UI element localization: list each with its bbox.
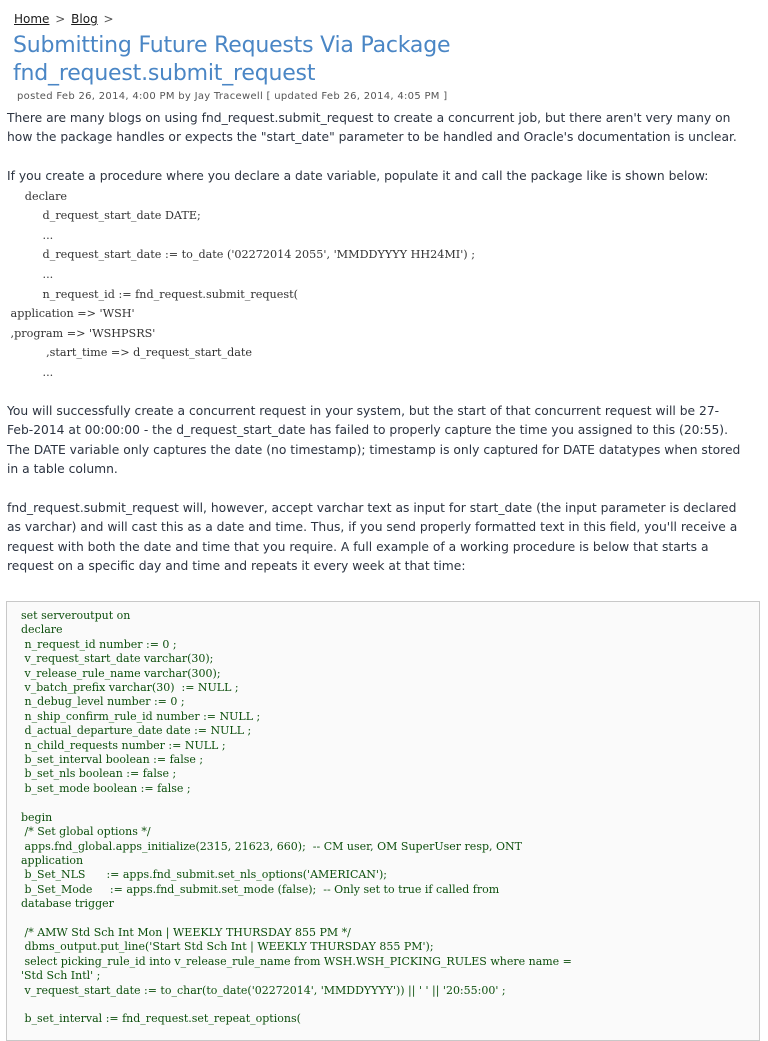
breadcrumb-home-link[interactable]: Home: [14, 12, 50, 26]
varchar-paragraph-line-4: request on a specific day and time and repeats it every week at that time:: [7, 559, 466, 574]
varchar-paragraph-line-3: request with both the date and time that you require. A full example of a working procedure is below that starts a: [7, 539, 709, 554]
varchar-paragraph-line-1: fnd_request.submit_request will, however, accept varchar text as input for start_date (the input parameter is declared: [7, 500, 737, 515]
procedure-code-text: set serveroutput on declare n_request_id number := 0 ; v_request_start_date varchar(30); v_release_rule_name varchar(300); v_batch_prefix varchar(30) := NULL ; n_debug_level number := 0 ; n_ship_confirm_rule_id number := NULL ; d_actual_departure_date date := NULL ; n_child_requests number := NULL ; b_set_interval boolean := false ; b_set_nls boolean := false ; b_set_mode boolean := false ; begin /* Set global options */ apps.fnd_global.apps_initialize(2315, 21623, 660); -- CM user, OM SuperUser resp, ONT application b_Set_NLS := apps.fnd_submit.set_nls_options('AMERICAN'); b_Set_Mode := apps.fnd_submit.set_mode (false); -- Only set to true if called from database trigger /* AMW Std Sch Int Mon | WEEKLY THURSDAY 855 PM */ dbms_output.put_line('Start Std Sch Int | WEEKLY THURSDAY 855 PM'); select picking_rule_id into v_release_rule_name from WSH.WSH_PICKING_RULES where name = 'Std Sch Intl' ; v_request_start_date := to_char(to_date('02272014', 'MMDDYYYY')) || ' ' || '20:55:00' ; b_set_interval := fnd_request.set_repeat_options(: [21, 609, 572, 1026]
page-title-line-1: Submitting Future Requests Via Package: [13, 33, 451, 58]
page-title: [13, 32, 753, 88]
page-title-line-2: fnd_request.submit_request: [13, 61, 316, 86]
breadcrumb: [14, 12, 116, 26]
breadcrumb-separator: >: [55, 12, 66, 26]
post-body: [7, 109, 759, 577]
breadcrumb-separator: >: [103, 12, 114, 26]
varchar-paragraph-line-2: as varchar) and will cast this as a date and time. Thus, if you send properly formatted text in this field, you'll receive a: [7, 520, 738, 535]
procedure-paragraph: If you create a procedure where you declare a date variable, populate it and call the package like is shown below:: [7, 169, 709, 184]
result-paragraph-line-4: in a table column.: [7, 462, 118, 477]
intro-paragraph-line-2: how the package handles or expects the "start_date" parameter to be handled and Oracle's documentation is unclear.: [7, 130, 737, 145]
result-paragraph-line-1: You will successfully create a concurrent request in your system, but the start of that concurrent request will be 27-: [7, 403, 720, 418]
post-meta: posted Feb 26, 2014, 4:00 PM by Jay Tracewell [ updated Feb 26, 2014, 4:05 PM ]: [17, 91, 448, 102]
result-paragraph-line-2: Feb-2014 at 00:00:00 - the d_request_start_date has failed to properly capture the time you assigned to this (20:55).: [7, 423, 728, 438]
intro-paragraph-line-1: There are many blogs on using fnd_request.submit_request to create a concurrent job, but there aren't very many on: [7, 111, 731, 125]
breadcrumb-blog-link[interactable]: Blog: [71, 12, 98, 26]
date-variable-code-sample: declare d_request_start_date DATE; ... d_request_start_date := to_date ('02272014 2055', 'MMDDYYYY HH24MI') ; ... n_request_id := fnd_request.submit_request( application => 'WSH' ,program => 'WSHPSRS' ,start_time => d_request_start_date ...: [10, 189, 475, 379]
procedure-code-block[interactable]: [6, 601, 760, 1041]
result-paragraph-line-3: The DATE variable only captures the date (no timestamp); timestamp is only captured for DATE datatypes when stored: [7, 442, 741, 457]
